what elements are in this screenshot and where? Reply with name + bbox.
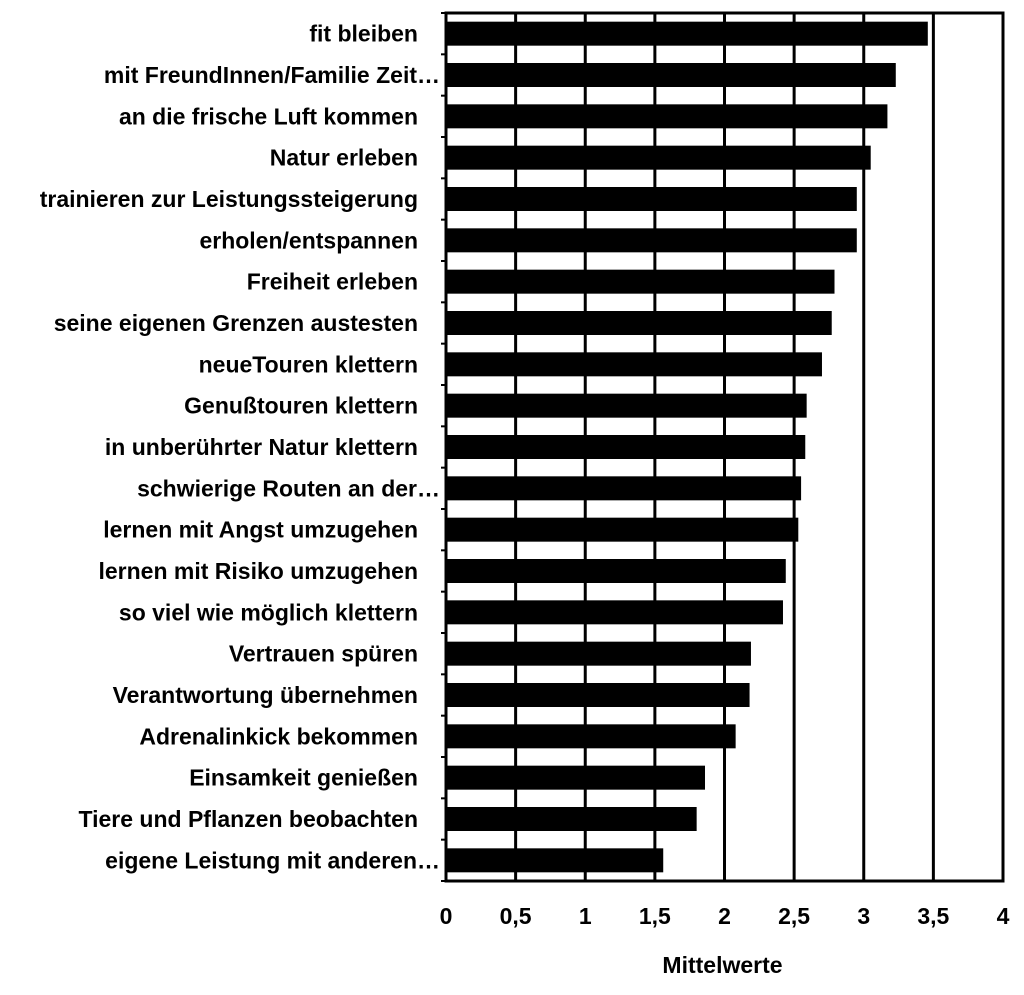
x-axis-title: Mittelwerte bbox=[662, 952, 783, 978]
x-tick-label: 2 bbox=[718, 903, 731, 929]
category-label: lernen mit Angst umzugehen bbox=[103, 516, 418, 543]
bars bbox=[446, 22, 928, 873]
bar bbox=[446, 435, 805, 459]
bar bbox=[446, 394, 807, 418]
category-label: Einsamkeit genießen bbox=[189, 764, 418, 791]
category-label: Adrenalinkick bekommen bbox=[139, 723, 418, 750]
bar bbox=[446, 642, 751, 666]
bar bbox=[446, 22, 928, 46]
bar bbox=[446, 476, 801, 500]
bar bbox=[446, 146, 871, 170]
bar bbox=[446, 600, 783, 624]
category-label: fit bleiben bbox=[309, 20, 418, 47]
category-label: Vertrauen spüren bbox=[228, 640, 418, 667]
x-tick-label: 1 bbox=[578, 903, 592, 929]
category-label: seine eigenen Grenzen austesten bbox=[53, 310, 418, 336]
category-labels bbox=[40, 21, 440, 874]
x-tick-label: 1,5 bbox=[638, 903, 671, 929]
bar bbox=[446, 187, 857, 211]
category-label: schwierige Routen an der… bbox=[137, 475, 440, 502]
bar bbox=[446, 352, 822, 376]
bar bbox=[446, 104, 887, 128]
category-label: Verantwortung übernehmen bbox=[112, 682, 418, 708]
bar bbox=[446, 724, 736, 748]
bar bbox=[446, 683, 750, 707]
bar bbox=[446, 807, 697, 831]
category-label: an die frische Luft kommen bbox=[118, 103, 418, 130]
x-tick-label: 3 bbox=[857, 903, 871, 929]
bar bbox=[446, 766, 705, 790]
bar bbox=[446, 518, 798, 542]
bar bbox=[446, 63, 896, 87]
bar bbox=[446, 228, 857, 252]
category-label: in unberührter Natur klettern bbox=[104, 434, 418, 460]
category-label: Genußtouren klettern bbox=[184, 392, 418, 419]
category-label: erholen/entspannen bbox=[199, 227, 418, 254]
x-tick-label: 3,5 bbox=[917, 903, 950, 929]
bar bbox=[446, 559, 786, 583]
category-label: Natur erleben bbox=[269, 144, 418, 171]
bar bbox=[446, 270, 835, 294]
category-label: lernen mit Risiko umzugehen bbox=[98, 558, 418, 584]
x-tick-labels bbox=[440, 903, 1010, 929]
category-label: Tiere und Pflanzen beobachten bbox=[78, 806, 418, 832]
category-label: eigene Leistung mit anderen… bbox=[105, 847, 440, 874]
x-tick-label: 0,5 bbox=[499, 903, 532, 929]
category-label: trainieren zur Leistungssteigerung bbox=[39, 186, 418, 212]
bar bbox=[446, 848, 663, 872]
category-label: neueTouren klettern bbox=[198, 351, 418, 378]
bar bbox=[446, 311, 832, 335]
category-label: so viel wie möglich klettern bbox=[118, 599, 418, 626]
x-tick-label: 4 bbox=[996, 903, 1010, 929]
x-tick-label: 2,5 bbox=[778, 903, 811, 929]
category-label: Freiheit erleben bbox=[246, 268, 418, 295]
x-tick-label: 0 bbox=[439, 903, 453, 929]
category-label: mit FreundInnen/Familie Zeit… bbox=[103, 62, 440, 88]
